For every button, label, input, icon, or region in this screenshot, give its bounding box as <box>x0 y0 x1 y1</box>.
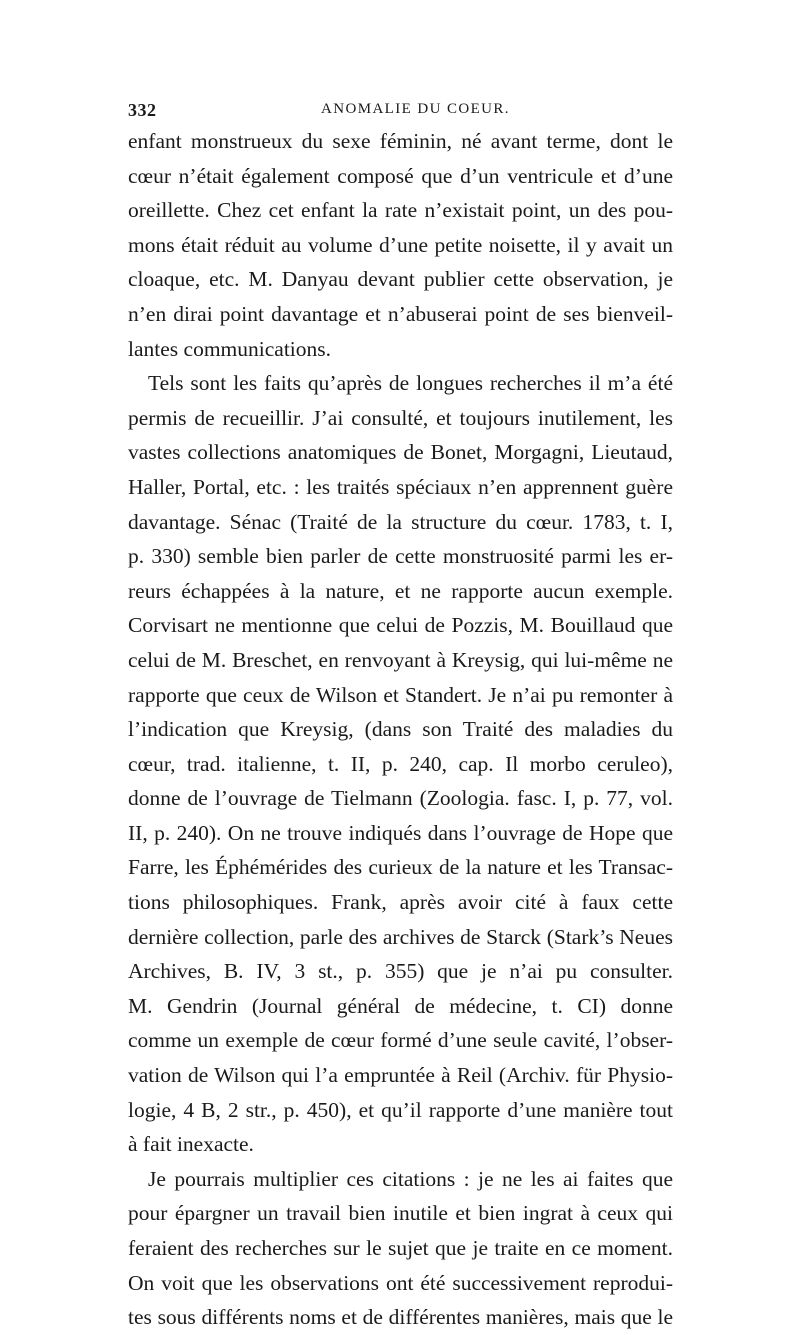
text-line: mons était réduit au volume d’une petite noisette, il y avait un <box>128 232 673 257</box>
text-line: tes sous différents noms et de différentes manières, mais que le <box>128 1305 673 1330</box>
text-line: permis de recueillir. J’ai consulté, et toujours inutilement, les <box>128 405 673 430</box>
text-line: Farre, les Éphémérides des curieux de la nature et les Transac- <box>128 855 673 880</box>
text-line: On voit que les observations ont été successivement reprodui- <box>128 1270 673 1295</box>
text-line: M. Gendrin (Journal général de médecine, t. CI) donne <box>128 993 673 1018</box>
text-line: Archives, B. IV, 3 st., p. 355) que je n’ai pu consulter. <box>128 959 673 984</box>
text-line: vastes collections anatomiques de Bonet, Morgagni, Lieutaud, <box>128 440 673 465</box>
page-number: 332 <box>128 100 157 120</box>
text-line: feraient des recherches sur le sujet que je traite en ce moment. <box>128 1236 673 1260</box>
text-line: Haller, Portal, etc. : les traités spéciaux n’en apprennent guère <box>128 474 673 499</box>
text-line: rapporte que ceux de Wilson et Standert. Je n’ai pu remonter à <box>128 682 673 707</box>
text-line: tions philosophiques. Frank, après avoir cité à faux cette <box>128 890 673 915</box>
text-line: p. 330) semble bien parler de cette monstruosité parmi les er- <box>128 544 673 569</box>
text-line: pour épargner un travail bien inutile et bien ingrat à ceux qui <box>128 1201 673 1226</box>
text-line: II, p. 240). On ne trouve indiqués dans l’ouvrage de Hope que <box>128 820 673 845</box>
page-header <box>128 100 673 122</box>
text-line: logie, 4 B, 2 str., p. 450), et qu’il rapporte d’une manière tout <box>128 1097 673 1122</box>
running-head: ANOMALIE DU COEUR. <box>321 101 510 117</box>
text-line: oreillette. Chez cet enfant la rate n’existait point, un des pou- <box>128 198 673 223</box>
text-line: donne de l’ouvrage de Tielmann (Zoologia. fasc. I, p. 77, vol. <box>128 786 673 811</box>
text-line: vation de Wilson qui l’a empruntée à Reil (Archiv. für Physio- <box>128 1063 673 1088</box>
text-line: Tels sont les faits qu’après de longues recherches il m’a été <box>148 371 673 396</box>
text-line: l’indication que Kreysig, (dans son Traité des maladies du <box>128 717 673 742</box>
text-line: lantes communications. <box>128 336 332 361</box>
text-line: cœur, trad. italienne, t. II, p. 240, cap. Il morbo ceruleo), <box>128 751 673 776</box>
text-line: reurs échappées à la nature, et ne rapporte aucun exemple. <box>128 578 673 603</box>
text-line: dernière collection, parle des archives de Starck (Stark’s Neues <box>128 924 673 949</box>
text-line: comme un exemple de cœur formé d’une seule cavité, l’obser- <box>128 1028 673 1053</box>
text-line: cloaque, etc. M. Danyau devant publier cette observation, je <box>128 267 673 292</box>
text-line: n’en dirai point davantage et n’abuserai point de ses bienveil- <box>128 301 673 326</box>
text-line: Je pourrais multiplier ces citations : je ne les ai faites que <box>148 1166 673 1191</box>
text-line: Corvisart ne mentionne que celui de Pozzis, M. Bouillaud que <box>128 613 673 638</box>
text-line: enfant monstrueux du sexe féminin, né avant terme, dont le <box>128 129 673 153</box>
text-line: cœur n’était également composé que d’un ventricule et d’une <box>128 163 673 188</box>
text-line: à fait inexacte. <box>128 1132 254 1157</box>
text-line: celui de M. Breschet, en renvoyant à Kreysig, qui lui-même ne <box>128 647 673 672</box>
text-line: davantage. Sénac (Traité de la structure du cœur. 1783, t. I, <box>128 509 673 534</box>
body-text <box>128 124 673 1335</box>
